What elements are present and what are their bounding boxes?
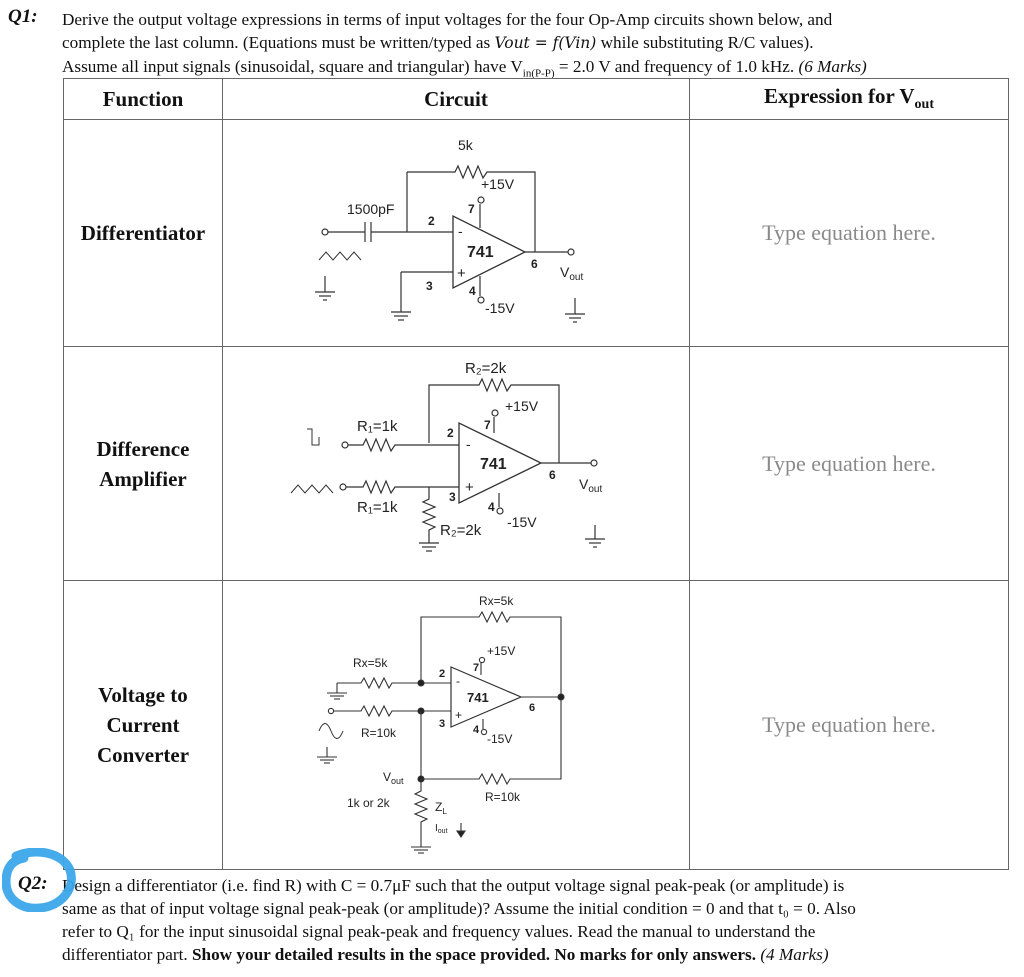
svg-text:ZL: $Z_L$ — [435, 800, 447, 816]
svg-text:741: 741 — [467, 244, 494, 261]
q1-question — [62, 8, 1004, 85]
svg-text:R=10k: R=10k — [485, 790, 521, 804]
svg-text:-: - — [456, 674, 460, 688]
svg-text:3: 3 — [439, 718, 446, 730]
svg-text:6: 6 — [529, 702, 536, 714]
function-cell: Difference Amplifier — [64, 347, 223, 581]
svg-text:6: 6 — [549, 468, 556, 482]
q2-label: Q2: — [18, 873, 48, 894]
q2-line-1: Design a differentiator (i.e. find R) with C = 0.7μF such that the output voltage signal peak-peak (or amplitude) is — [62, 876, 845, 895]
svg-text:+: + — [455, 708, 463, 722]
header-circuit: Circuit — [223, 79, 690, 120]
svg-text:7: 7 — [473, 662, 480, 674]
svg-text:R=10k: R=10k — [361, 726, 397, 740]
svg-text:-15V: -15V — [487, 732, 513, 746]
table-row — [64, 581, 1009, 870]
circuit-cell — [223, 581, 690, 870]
svg-text:741: 741 — [467, 690, 489, 705]
voltage-to-current-schematic — [223, 581, 689, 864]
svg-text:+15V: +15V — [505, 398, 539, 414]
q1-label: Q1: — [8, 6, 38, 27]
expression-input[interactable]: Type equation here. — [690, 347, 1009, 581]
svg-text:Rx=5k: Rx=5k — [353, 656, 388, 670]
svg-text:741: 741 — [480, 456, 507, 473]
svg-text:+: + — [457, 265, 466, 282]
svg-text:4: 4 — [473, 724, 480, 736]
q1-line-1: Derive the output voltage expressions in terms of input voltages for the four Op-Amp circuits shown below, and — [62, 10, 833, 29]
q2-instruction: Show your detailed results in the space provided. No marks for only answers. — [191, 945, 757, 964]
expression-input[interactable]: Type equation here. — [690, 581, 1009, 870]
svg-text:1k or 2k: 1k or 2k — [347, 796, 390, 810]
svg-text:R₁=1k: R₁=1k — [357, 499, 398, 516]
svg-text:+15V: +15V — [481, 176, 515, 192]
circuit-cell — [223, 120, 690, 347]
table-row — [64, 120, 1009, 347]
svg-text:Rx=5k: Rx=5k — [479, 594, 514, 608]
svg-text:Iout: $I_{out}$ — [435, 823, 448, 835]
svg-text:+: + — [465, 479, 474, 496]
q2-line-2: same as that of input voltage signal peak-peak (or amplitude)? Assume the initial condition = 0 and that t₀ = 0. Also — [62, 899, 856, 918]
svg-text:Vout: $V_{out}$ — [579, 476, 603, 495]
svg-text:-15V: -15V — [485, 300, 515, 316]
q1-line-3: Assume all input signals (sinusoidal, square and triangular) have $V_{in(P-P)} = 2.0$ V and frequency of 1.0 kHz. (6 Marks) — [62, 57, 867, 80]
q2-question — [62, 874, 1004, 966]
differentiator-schematic — [223, 120, 689, 341]
svg-text:Vout: $V_{out}$ — [383, 770, 404, 786]
function-cell: Differentiator — [64, 120, 223, 347]
q1-marks: (6 Marks) — [798, 57, 867, 76]
q2-marks: (4 Marks) — [756, 945, 829, 964]
svg-text:3: 3 — [426, 279, 433, 293]
header-expression: Expression for $V_{out}$ — [690, 79, 1009, 120]
circuits-table — [63, 78, 1009, 870]
table-row — [64, 347, 1009, 581]
pen-highlight-mark — [2, 848, 76, 912]
svg-text:R₂=2k: R₂=2k — [465, 360, 507, 377]
expression-input[interactable]: Type equation here. — [690, 120, 1009, 347]
svg-text:5k: 5k — [458, 137, 473, 153]
svg-text:Vout: $V_{out}$ — [560, 264, 584, 283]
svg-text:7: 7 — [468, 202, 475, 216]
q2-line-4: differentiator part. Show your detailed results in the space provided. No marks for only answers. (4 Marks) — [62, 945, 829, 964]
difference-amplifier-schematic — [223, 347, 689, 575]
svg-text:4: 4 — [469, 284, 476, 298]
svg-text:R₁=1k: R₁=1k — [357, 418, 398, 435]
svg-text:2: 2 — [428, 214, 435, 228]
svg-text:+15V: +15V — [487, 644, 516, 658]
svg-text:7: 7 — [484, 418, 491, 432]
svg-text:R₂=2k: R₂=2k — [440, 522, 482, 539]
q1-line-2: complete the last column. (Equations must be written/typed as Vout = f(Vin) while substituting R/C values). — [62, 33, 814, 52]
svg-text:-15V: -15V — [507, 514, 537, 530]
svg-text:6: 6 — [531, 257, 538, 271]
svg-text:1500pF: 1500pF — [347, 201, 395, 217]
function-cell: Voltage to Current Converter — [64, 581, 223, 870]
header-function: Function — [64, 79, 223, 120]
svg-text:3: 3 — [449, 490, 456, 504]
svg-text:4: 4 — [488, 500, 495, 514]
q2-line-3: refer to Q₁ for the input sinusoidal signal peak-peak and frequency values. Read the manual to understand the — [62, 922, 816, 941]
q1-equation: Vout = f(Vin) — [494, 34, 597, 52]
svg-text:2: 2 — [447, 426, 454, 440]
svg-text:2: 2 — [439, 668, 446, 680]
svg-text:-: - — [458, 223, 463, 239]
circuit-cell — [223, 347, 690, 581]
svg-text:-: - — [466, 436, 471, 452]
